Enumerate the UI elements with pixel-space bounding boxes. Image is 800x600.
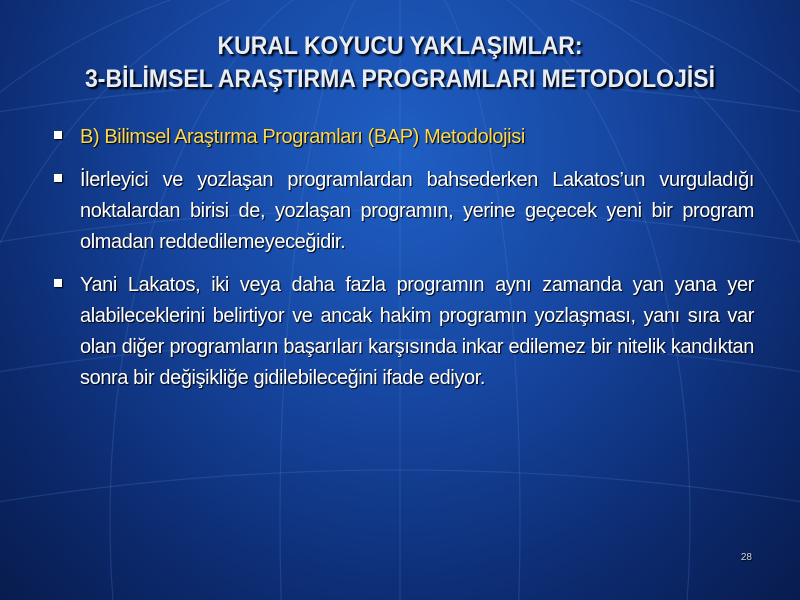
bullet-item — [52, 122, 754, 153]
square-bullet-icon — [54, 279, 62, 287]
slide-title — [50, 30, 749, 96]
bullet-item — [52, 270, 754, 394]
bullet-text: Yani Lakatos, iki veya daha fazla programın aynı zamanda yan yana yer alabileceklerini belirtiyor ve ancak hakim programın yozlaşması, yanı sıra var olan diğer programların başarıları karşısında inkar edilemez bir nitelik kandıktan sonra bir değişikliğe gidilebileceğini ifade ediyor. — [80, 274, 754, 389]
title-line-1: KURAL KOYUCU YAKLAŞIMLAR: — [217, 32, 583, 60]
bullet-text: B) Bilimsel Araştırma Programları (BAP) Metodolojisi — [80, 126, 525, 148]
square-bullet-icon — [54, 174, 62, 182]
title-line-2: 3-BİLİMSEL ARAŞTIRMA PROGRAMLARI METODOLOJİSİ — [85, 65, 715, 93]
square-bullet-icon — [54, 131, 62, 139]
bullet-list — [52, 122, 754, 406]
bullet-item — [52, 165, 754, 258]
page-number: 28 — [740, 552, 752, 563]
bullet-text: İlerleyici ve yozlaşan programlardan bahsederken Lakatos’un vurguladığı noktalardan birisi de, yozlaşan programın, yerine geçecek yeni bir program olmadan reddedilemeyeceğidir. — [80, 169, 754, 253]
